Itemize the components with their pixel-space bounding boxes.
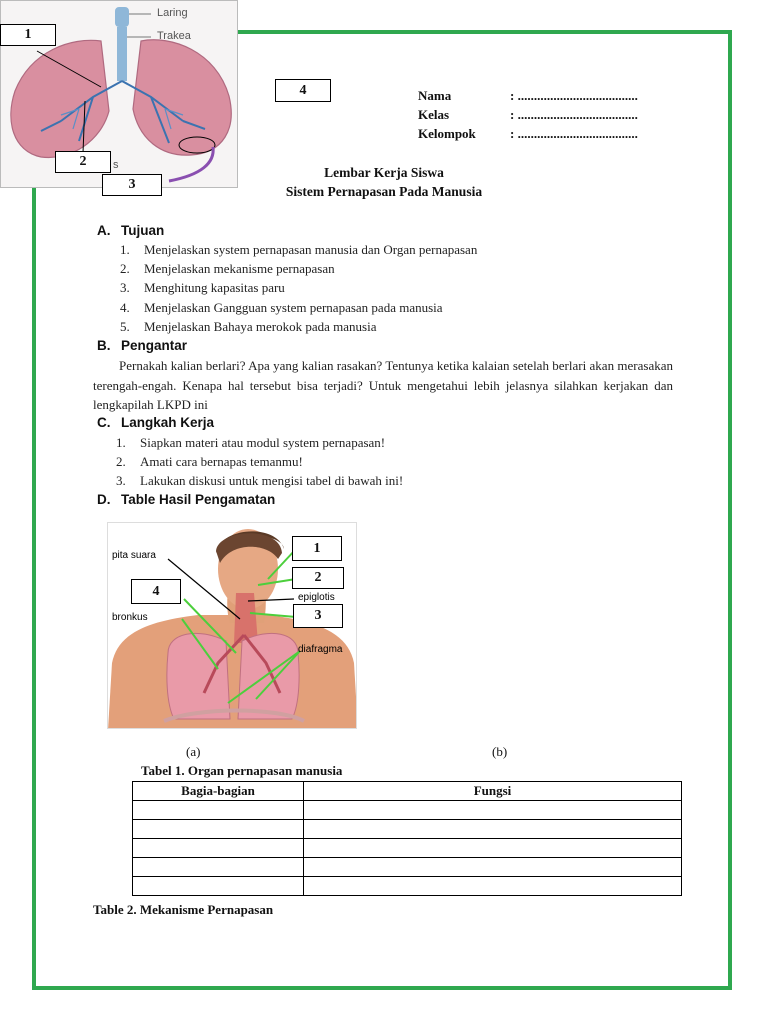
- body-box-3[interactable]: 3: [293, 604, 343, 628]
- list-number: 2.: [120, 261, 130, 276]
- table-cell[interactable]: [304, 858, 682, 877]
- table-row: [133, 801, 682, 820]
- field-kelompok-value[interactable]: .....................................: [517, 126, 638, 141]
- list-item: [120, 261, 335, 277]
- list-item: [120, 280, 285, 296]
- field-kelas-value[interactable]: .....................................: [517, 107, 638, 122]
- field-kelas[interactable]: [418, 107, 638, 123]
- document-subtitle: Sistem Pernapasan Pada Manusia: [285, 184, 483, 199]
- list-number: 3.: [116, 473, 126, 488]
- lung-box-2[interactable]: 2: [55, 151, 111, 173]
- section-b-title: Pengantar: [121, 338, 188, 353]
- list-item: [116, 435, 385, 451]
- list-number: 1.: [120, 242, 130, 257]
- label-diafragma: diafragma: [298, 644, 343, 655]
- label-pita-suara: pita suara: [112, 550, 156, 561]
- section-b-letter: B.: [97, 338, 111, 353]
- label-partial: s: [113, 159, 119, 171]
- table1-caption: Tabel 1. Organ pernapasan manusia: [141, 763, 343, 778]
- col-header-function: Fungsi: [304, 782, 682, 801]
- table-row: [133, 877, 682, 896]
- organ-table: [132, 781, 682, 896]
- list-item-text: Menjelaskan Bahaya merokok pada manusia: [144, 319, 377, 334]
- table-cell[interactable]: [133, 858, 304, 877]
- list-number: 2.: [116, 454, 126, 469]
- lung-box-1[interactable]: 1: [0, 24, 56, 46]
- section-a-letter: A.: [97, 223, 111, 238]
- answer-box-4[interactable]: 4: [275, 79, 331, 102]
- table-cell[interactable]: [304, 820, 682, 839]
- field-kelas-label: Kelas: [418, 107, 450, 122]
- table2-caption: Table 2. Mekanisme Pernapasan: [93, 902, 274, 917]
- list-item-text: Menjelaskan Gangguan system pernapasan pada manusia: [144, 300, 443, 315]
- list-number: 3.: [120, 280, 130, 295]
- body-box-2[interactable]: 2: [292, 567, 344, 589]
- section-d-heading: [97, 492, 275, 507]
- list-item-text: Menjelaskan system pernapasan manusia dan Organ pernapasan: [144, 242, 478, 257]
- body-box-4[interactable]: 4: [131, 579, 181, 604]
- section-a-heading: [97, 223, 164, 238]
- intro-paragraph: Pernakah kalian berlari? Apa yang kalian rasakan? Tentunya ketika kalaian setelah berlari akan merasakan terengah-engah. Kenapa hal tersebut bisa terjadi? Untuk mengetahui lebih jelasnya silahkan kerjakan dan lengkapilah LKPD ini: [93, 358, 673, 412]
- field-nama-value[interactable]: .....................................: [517, 88, 638, 103]
- label-bronkus: bronkus: [112, 612, 148, 623]
- document-title: Lembar Kerja Siswa: [324, 165, 444, 180]
- section-c-letter: C.: [97, 415, 111, 430]
- label-epiglotis: epiglotis: [298, 592, 335, 603]
- list-item-text: Lakukan diskusi untuk mengisi tabel di bawah ini!: [140, 473, 404, 488]
- field-nama-sep: :: [510, 88, 515, 103]
- table-cell[interactable]: [133, 820, 304, 839]
- table-cell[interactable]: [133, 801, 304, 820]
- label-trakea: Trakea: [157, 30, 191, 42]
- caption-b: (b): [492, 744, 508, 759]
- list-item: [120, 242, 477, 258]
- field-kelompok-sep: :: [510, 126, 515, 141]
- section-c-title: Langkah Kerja: [121, 415, 215, 430]
- table-cell[interactable]: [304, 801, 682, 820]
- section-b-heading: [97, 338, 187, 353]
- table-cell[interactable]: [133, 839, 304, 858]
- col-header-parts: Bagia-bagian: [133, 782, 304, 801]
- list-item: [116, 473, 403, 489]
- table-row: [133, 858, 682, 877]
- list-item: [120, 319, 376, 335]
- list-number: 5.: [120, 319, 130, 334]
- field-kelompok-label: Kelompok: [418, 126, 476, 141]
- list-item-text: Amati cara bernapas temanmu!: [140, 454, 303, 469]
- list-item-text: Siapkan materi atau modul system pernapasan!: [140, 435, 386, 450]
- list-item: [120, 300, 443, 316]
- list-number: 1.: [116, 435, 126, 450]
- table-row: [133, 839, 682, 858]
- list-item-text: Menghitung kapasitas paru: [144, 280, 285, 295]
- field-kelas-sep: :: [510, 107, 515, 122]
- lung-box-3[interactable]: 3: [102, 174, 162, 196]
- list-item-text: Menjelaskan mekanisme pernapasan: [144, 261, 335, 276]
- caption-a: (a): [186, 744, 201, 759]
- label-laring: Laring: [157, 7, 188, 19]
- table-cell[interactable]: [133, 877, 304, 896]
- body-box-1[interactable]: 1: [292, 536, 342, 561]
- field-kelompok[interactable]: [418, 126, 638, 142]
- table-cell[interactable]: [304, 877, 682, 896]
- table-cell[interactable]: [304, 839, 682, 858]
- section-d-title: Table Hasil Pengamatan: [121, 492, 276, 507]
- section-d-letter: D.: [97, 492, 111, 507]
- field-nama[interactable]: [418, 88, 638, 104]
- table-row: [133, 820, 682, 839]
- list-number: 4.: [120, 300, 130, 315]
- section-c-heading: [97, 415, 214, 430]
- list-item: [116, 454, 303, 470]
- field-nama-label: Nama: [418, 88, 452, 103]
- table-header-row: [133, 782, 682, 801]
- section-a-title: Tujuan: [121, 223, 165, 238]
